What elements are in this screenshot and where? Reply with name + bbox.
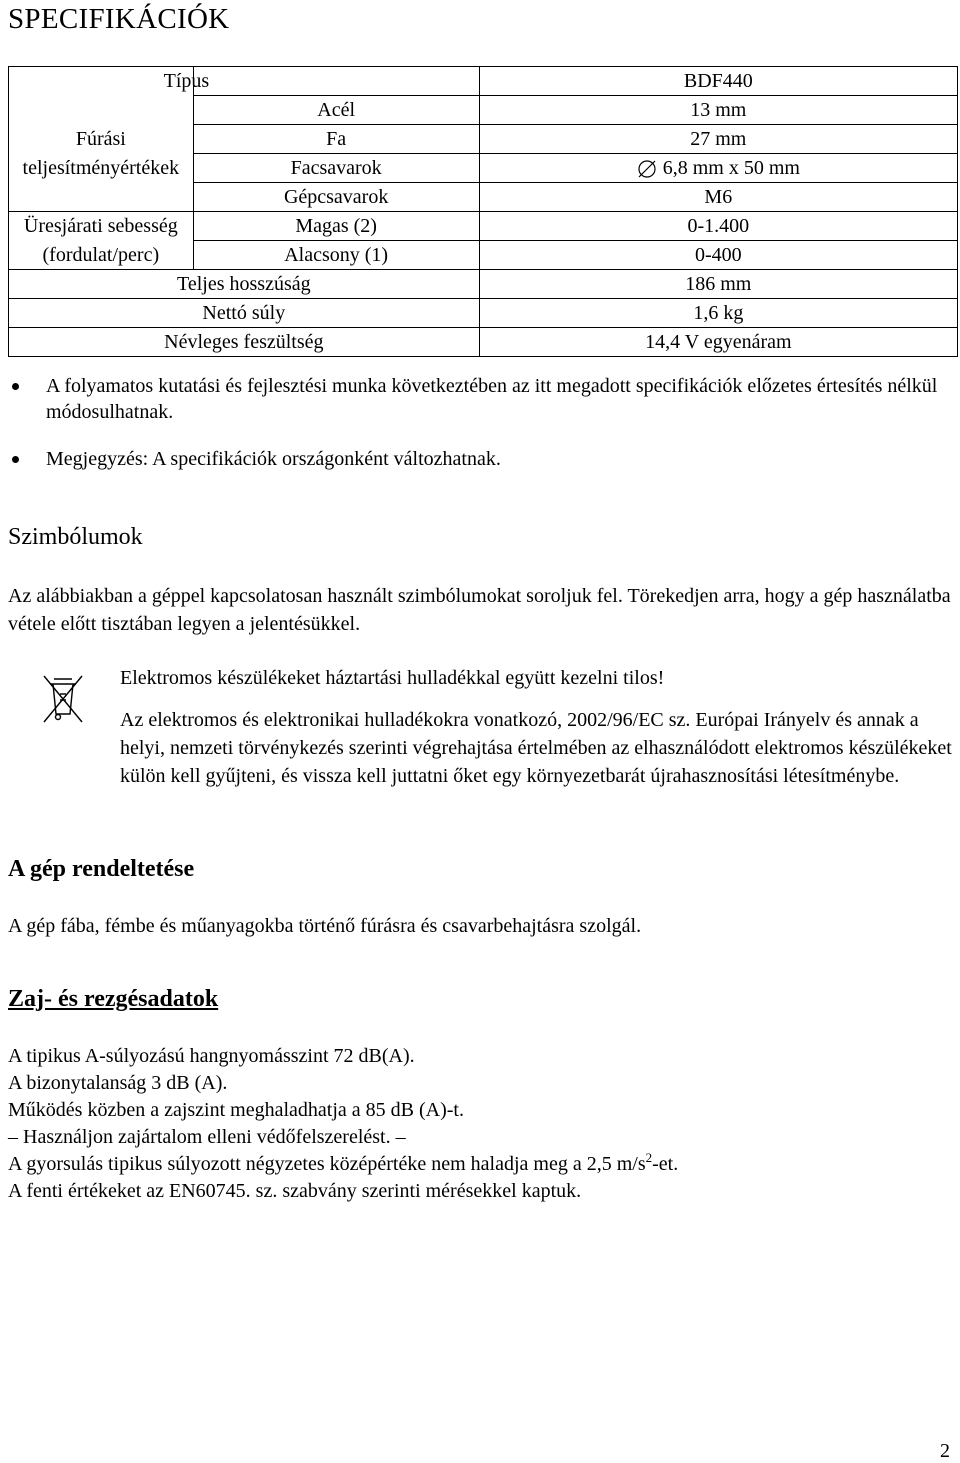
type-label: Típus: [193, 67, 479, 96]
high-value: 0-1.400: [479, 212, 957, 241]
table-row: [9, 183, 958, 212]
low-label: Alacsony (1): [193, 241, 479, 270]
table-row: [9, 299, 958, 328]
type-value: BDF440: [479, 67, 957, 96]
low-value: 0-400: [479, 241, 957, 270]
noise-line: – Használjon zajártalom elleni védőfelszerelést. –: [8, 1126, 406, 1148]
purpose-text: A gép fába, fémbe és műanyagokba történő fúrásra és csavarbehajtásra szolgál.: [8, 915, 642, 937]
table-row: [9, 154, 958, 183]
drill-label-2: teljesítményértékek: [9, 154, 194, 183]
diameter-icon: [637, 159, 657, 179]
noise-heading: Zaj- és rezgésadatok: [8, 986, 219, 1012]
noise-line: A tipikus A-súlyozású hangnyomásszint 72 dB(A).: [8, 1045, 415, 1067]
wood-value: 27 mm: [479, 125, 957, 154]
symbols-heading: Szimbólumok: [8, 524, 143, 550]
speed-label-2: (fordulat/perc): [9, 241, 194, 270]
table-row: [9, 212, 958, 241]
weight-value: 1,6 kg: [479, 299, 957, 328]
length-label: Teljes hosszúság: [9, 270, 480, 299]
speed-label-1: Üresjárati sebesség: [9, 212, 194, 241]
table-row: [9, 67, 958, 96]
vibration-line: A gyorsulás tipikus súlyozott négyzetes középértéke nem haladja meg a 2,5 $m/s^2-et$.: [8, 1150, 679, 1175]
noise-line: A bizonytalanság 3 dB (A).: [8, 1072, 228, 1094]
high-label: Magas (2): [193, 212, 479, 241]
notes-list: [8, 373, 953, 493]
noise-data: [8, 1043, 953, 1205]
wood-screw-label: Facsavarok: [193, 154, 479, 183]
wood-label: Fa: [193, 125, 479, 154]
note-item: A folyamatos kutatási és fejlesztési munka következtében az itt megadott specifikációk előzetes értesítés nélkül módosulhatnak.: [8, 373, 953, 425]
voltage-label: Névleges feszültség: [9, 328, 480, 357]
table-row: [9, 241, 958, 270]
drill-label-end: [9, 183, 194, 212]
page-number: 2: [940, 1440, 950, 1462]
crossed-out-wheelie-bin-icon: [40, 670, 86, 724]
weight-label: Nettó súly: [9, 299, 480, 328]
purpose-heading: A gép rendeltetése: [8, 856, 195, 882]
note-item: Megjegyzés: A specifikációk országonként változhatnak.: [8, 446, 953, 472]
steel-label: Acél: [193, 96, 479, 125]
machine-screw-label: Gépcsavarok: [193, 183, 479, 212]
drill-label-1: Fúrási: [9, 125, 194, 154]
weee-line2: Az elektromos és elektronikai hulladékokra vonatkozó, 2002/96/EC sz. Európai Irányelv és annak a helyi, nemzeti törvénykezés szerinti végrehajtása értelmében az elhasználódott elektromos készülékeket külön kell gyűjteni, és vissza kell juttatni őket egy környezetbarát újrahasznosítási létesítménybe.: [120, 709, 952, 787]
symbols-intro: Az alábbiakban a géppel kapcsolatosan használt szimbólumokat soroljuk fel. Törekedjen arra, hogy a gép használatba vétele előtt tisztában legyen a jelentésükkel.: [8, 585, 951, 635]
machine-screw-value: M6: [479, 183, 957, 212]
steel-value: 13 mm: [479, 96, 957, 125]
table-row: [9, 328, 958, 357]
wood-screw-value: 6,8 mm x 50 mm: [662, 157, 800, 179]
drill-label-cell: [9, 96, 194, 125]
weee-line1: Elektromos készülékeket háztartási hulladékkal együtt kezelni tilos!: [120, 667, 665, 689]
table-row: [9, 96, 958, 125]
length-value: 186 mm: [479, 270, 957, 299]
specification-table: [8, 66, 958, 357]
weee-description: [120, 664, 953, 790]
noise-line: A fenti értékeket az EN60745. sz. szabvány szerinti mérésekkel kaptuk.: [8, 1180, 582, 1202]
voltage-value: 14,4 V egyenáram: [479, 328, 957, 357]
table-row: [9, 270, 958, 299]
table-row: [9, 125, 958, 154]
page-title: SPECIFIKÁCIÓK: [8, 3, 230, 35]
noise-line: Működés közben a zajszint meghaladhatja a 85 dB (A)-t.: [8, 1099, 464, 1121]
wood-screw-value-cell: [479, 154, 957, 183]
